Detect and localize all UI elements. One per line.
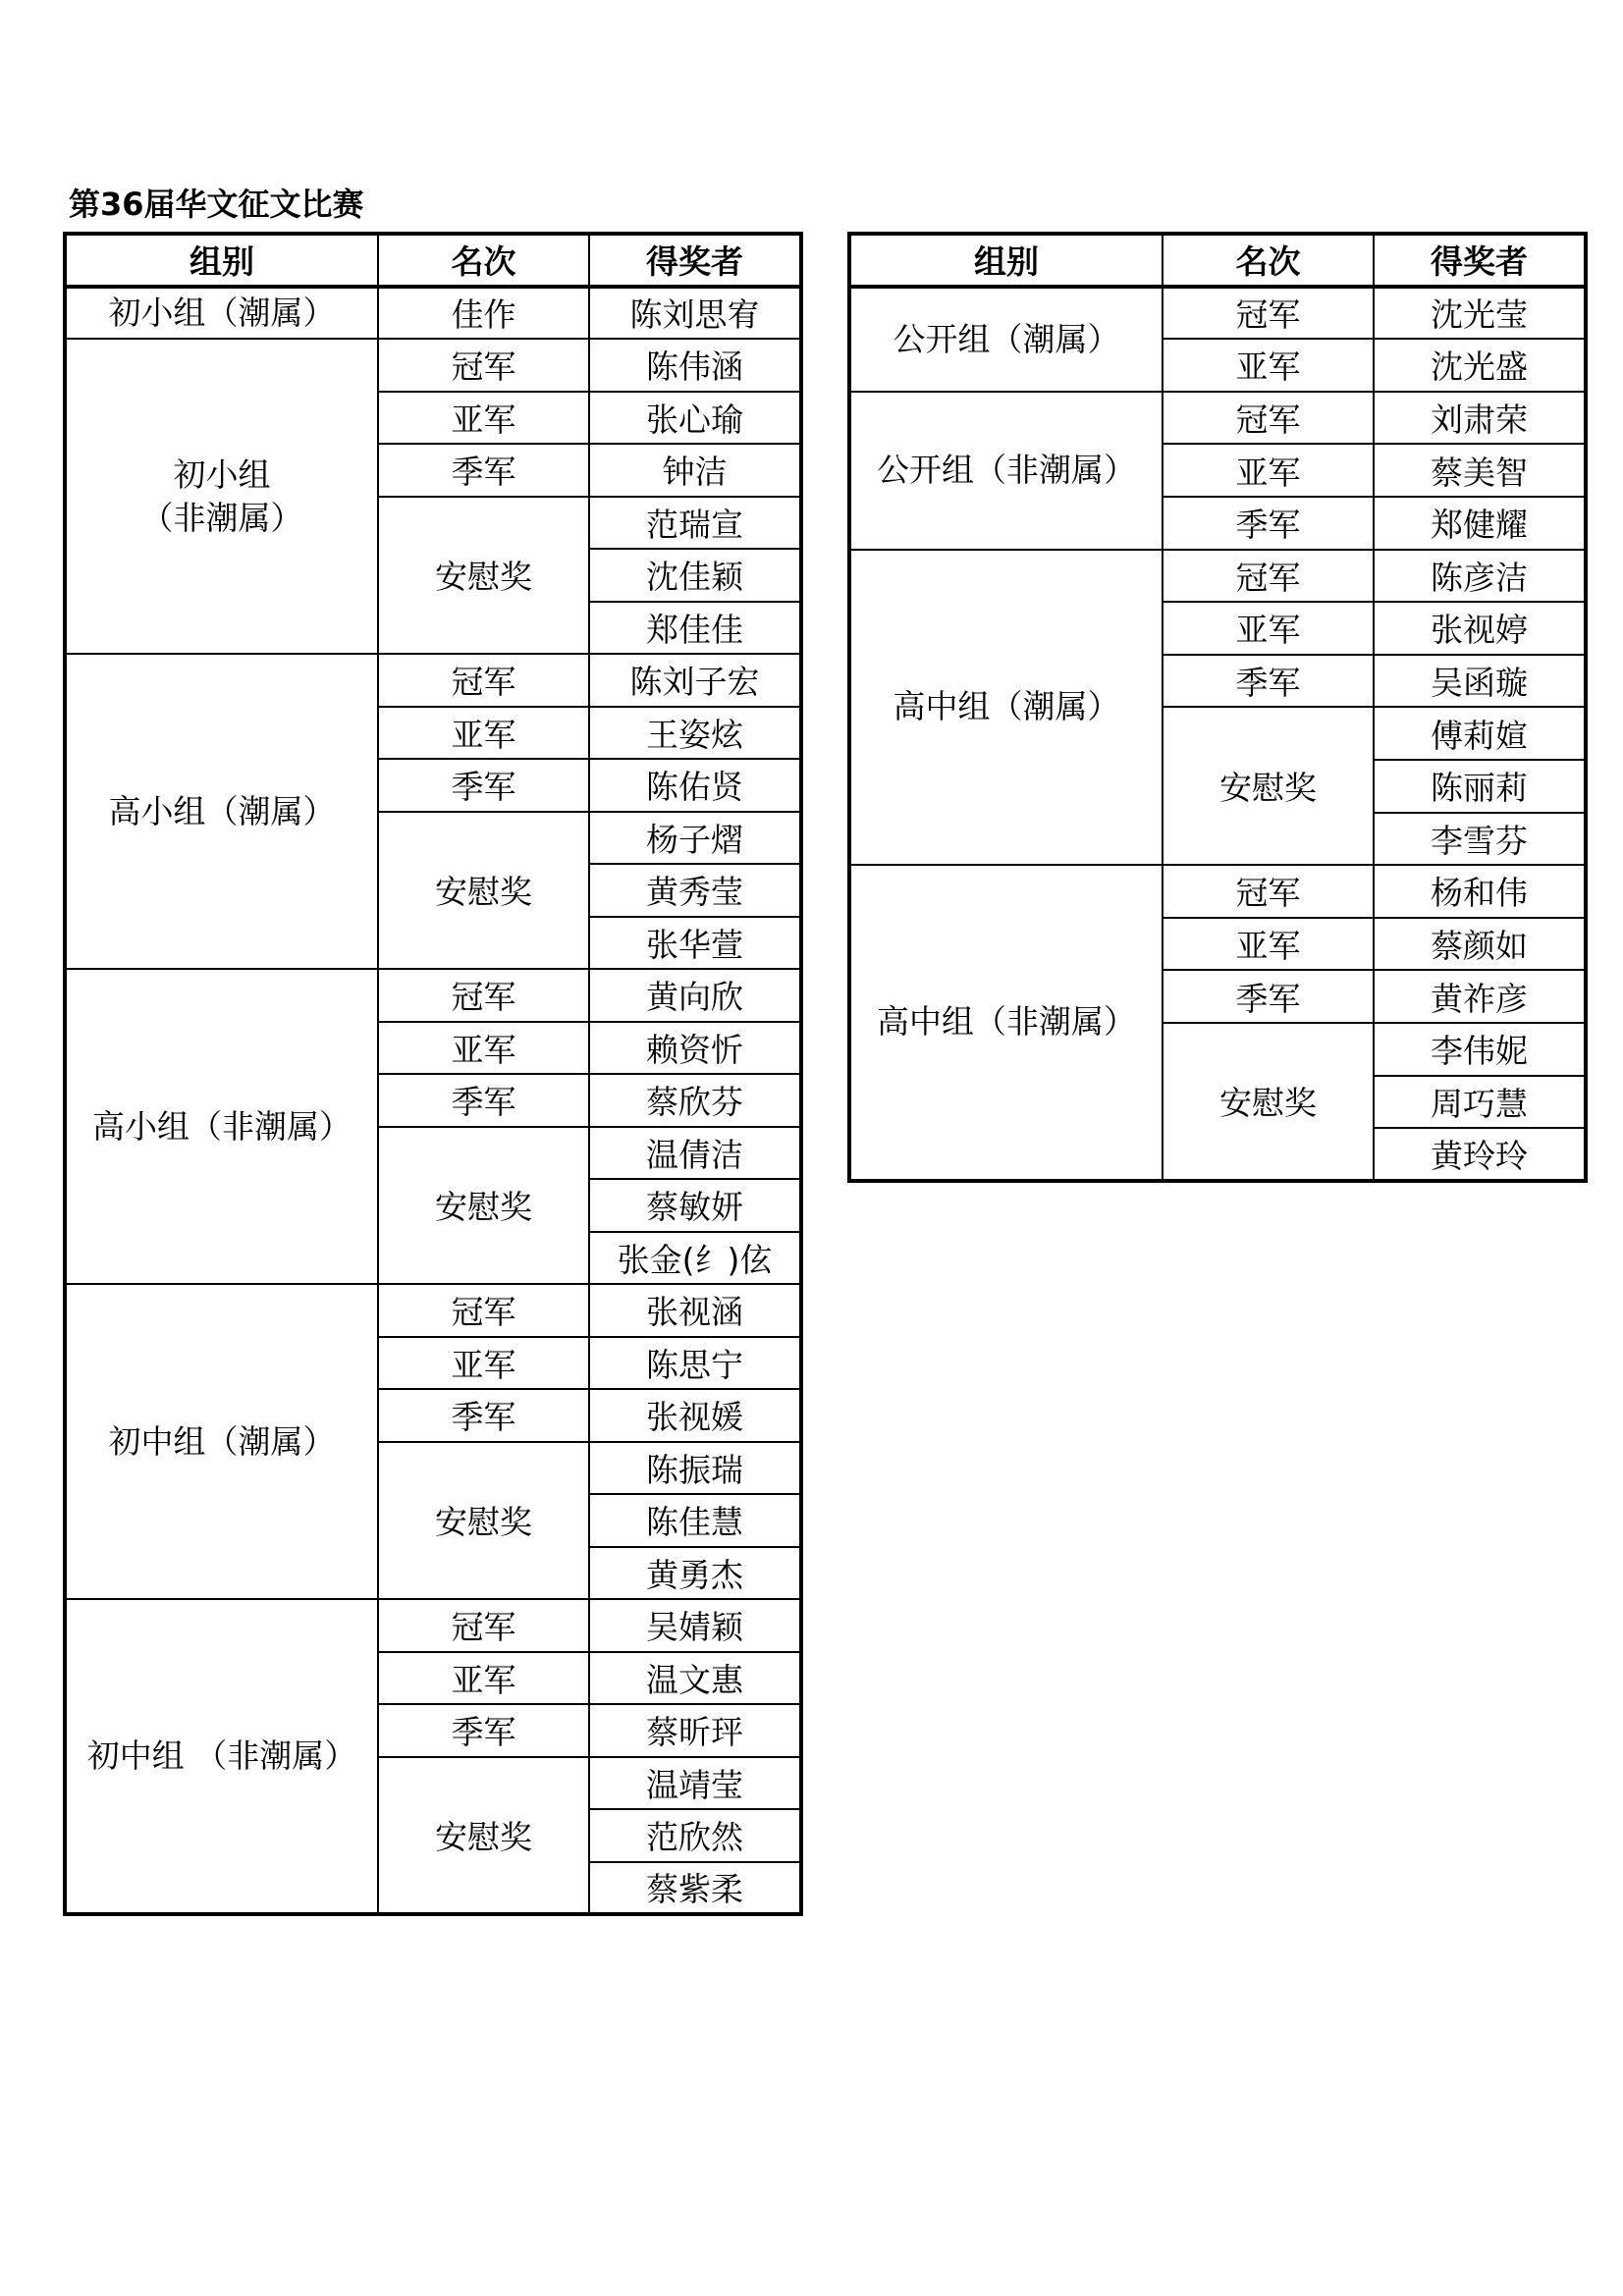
header-row	[65, 234, 801, 287]
place-cell: 亚军	[1163, 602, 1374, 655]
group-cell: 初中组 （非潮属）	[65, 1599, 378, 1914]
table-row	[849, 865, 1586, 918]
winner-cell: 黄祚彦	[1374, 970, 1586, 1023]
winner-cell: 陈彦洁	[1374, 550, 1586, 603]
place-cell: 亚军	[1163, 339, 1374, 392]
winner-cell: 陈思宁	[589, 1337, 801, 1390]
winner-cell: 温倩洁	[589, 1127, 801, 1180]
winner-cell: 黄秀莹	[589, 864, 801, 917]
place-cell: 亚军	[1163, 444, 1374, 497]
winner-cell: 李伟妮	[1374, 1023, 1586, 1076]
table-row	[65, 287, 801, 340]
group-cell: 公开组（非潮属）	[849, 392, 1163, 550]
winner-header: 得奖者	[589, 234, 801, 287]
table-row	[849, 550, 1586, 603]
group-cell: 公开组（潮属）	[849, 287, 1163, 392]
winner-cell: 吴婧颖	[589, 1599, 801, 1652]
place-cell: 冠军	[1163, 550, 1374, 603]
table-row	[65, 1284, 801, 1337]
winner-cell: 蔡欣芬	[589, 1074, 801, 1127]
winner-cell: 范瑞宣	[589, 497, 801, 550]
table-row	[849, 392, 1586, 445]
table-row	[65, 1599, 801, 1652]
winner-cell: 陈振瑞	[589, 1442, 801, 1495]
group-cell: 初小组 （非潮属）	[65, 339, 378, 654]
place-header: 名次	[1163, 234, 1374, 287]
group-cell: 高中组（潮属）	[849, 550, 1163, 866]
place-cell: 季军	[1163, 655, 1374, 708]
winner-cell: 张视涵	[589, 1284, 801, 1337]
table-body	[65, 287, 801, 1915]
winner-cell: 蔡美智	[1374, 444, 1586, 497]
place-cell: 安慰奖	[378, 1757, 589, 1915]
group-header: 组别	[65, 234, 378, 287]
winner-cell: 蔡颜如	[1374, 918, 1586, 971]
winner-cell: 张视媛	[589, 1389, 801, 1442]
place-cell: 安慰奖	[1163, 1023, 1374, 1181]
winner-cell: 杨和伟	[1374, 865, 1586, 918]
place-cell: 季军	[378, 759, 589, 812]
winner-cell: 陈佳慧	[589, 1494, 801, 1547]
place-cell: 安慰奖	[378, 497, 589, 655]
place-cell: 亚军	[378, 392, 589, 445]
winner-cell: 张视婷	[1374, 602, 1586, 655]
winner-cell: 傅莉媗	[1374, 707, 1586, 760]
winner-cell: 陈丽莉	[1374, 760, 1586, 813]
place-cell: 安慰奖	[378, 1127, 589, 1285]
winner-cell: 范欣然	[589, 1809, 801, 1862]
table-row	[65, 654, 801, 707]
header-row	[849, 234, 1586, 287]
place-cell: 冠军	[1163, 392, 1374, 445]
winner-cell: 沈佳颖	[589, 549, 801, 602]
group-cell: 高小组（潮属）	[65, 654, 378, 969]
winner-cell: 蔡敏妍	[589, 1179, 801, 1232]
winner-cell: 沈光莹	[1374, 287, 1586, 340]
winner-cell: 黄玲玲	[1374, 1128, 1586, 1181]
winner-cell: 温文惠	[589, 1652, 801, 1705]
winner-cell: 张心瑜	[589, 392, 801, 445]
results-table-right	[847, 232, 1588, 1183]
place-cell: 安慰奖	[1163, 707, 1374, 865]
place-cell: 佳作	[378, 287, 589, 340]
table-row	[65, 339, 801, 392]
winner-cell: 陈刘子宏	[589, 654, 801, 707]
winner-cell: 郑佳佳	[589, 602, 801, 655]
place-cell: 冠军	[378, 654, 589, 707]
table-row	[65, 969, 801, 1022]
winner-cell: 王姿炫	[589, 707, 801, 760]
page-title: 第36届华文征文比赛	[69, 186, 364, 223]
place-cell: 安慰奖	[378, 812, 589, 970]
winner-cell: 陈刘思宥	[589, 287, 801, 340]
winner-cell: 沈光盛	[1374, 339, 1586, 392]
place-cell: 亚军	[378, 707, 589, 760]
table-row	[849, 287, 1586, 340]
winner-cell: 张金(纟)伭	[589, 1232, 801, 1285]
place-cell: 冠军	[378, 1284, 589, 1337]
winner-cell: 郑健耀	[1374, 497, 1586, 550]
place-cell: 季军	[378, 1074, 589, 1127]
winner-cell: 温靖莹	[589, 1757, 801, 1810]
winner-cell: 赖资忻	[589, 1022, 801, 1075]
group-cell: 高小组（非潮属）	[65, 969, 378, 1284]
winner-cell: 钟洁	[589, 444, 801, 497]
group-cell: 高中组（非潮属）	[849, 865, 1163, 1181]
place-cell: 亚军	[378, 1652, 589, 1705]
winner-cell: 黄勇杰	[589, 1547, 801, 1600]
place-cell: 季军	[1163, 970, 1374, 1023]
winner-cell: 蔡昕玶	[589, 1704, 801, 1757]
winner-cell: 陈佑贤	[589, 759, 801, 812]
winner-cell: 刘肃荣	[1374, 392, 1586, 445]
winner-cell: 陈伟涵	[589, 339, 801, 392]
place-cell: 冠军	[1163, 865, 1374, 918]
winner-cell: 张华萱	[589, 917, 801, 970]
winner-cell: 周巧慧	[1374, 1076, 1586, 1129]
table-body	[849, 287, 1586, 1181]
winner-cell: 吴函璇	[1374, 655, 1586, 708]
place-cell: 亚军	[378, 1337, 589, 1390]
place-cell: 冠军	[1163, 287, 1374, 340]
place-cell: 冠军	[378, 339, 589, 392]
place-cell: 季军	[378, 1704, 589, 1757]
results-table-left	[63, 232, 803, 1916]
place-cell: 季军	[378, 444, 589, 497]
place-cell: 季军	[378, 1389, 589, 1442]
place-header: 名次	[378, 234, 589, 287]
place-cell: 冠军	[378, 1599, 589, 1652]
place-cell: 亚军	[378, 1022, 589, 1075]
group-header: 组别	[849, 234, 1163, 287]
winner-cell: 李雪芬	[1374, 813, 1586, 866]
place-cell: 冠军	[378, 969, 589, 1022]
group-cell: 初小组（潮属）	[65, 287, 378, 340]
place-cell: 安慰奖	[378, 1442, 589, 1600]
winner-cell: 杨子熠	[589, 812, 801, 865]
winner-cell: 蔡紫柔	[589, 1862, 801, 1915]
place-cell: 亚军	[1163, 918, 1374, 971]
place-cell: 季军	[1163, 497, 1374, 550]
group-cell: 初中组（潮属）	[65, 1284, 378, 1599]
winner-header: 得奖者	[1374, 234, 1586, 287]
winner-cell: 黄向欣	[589, 969, 801, 1022]
